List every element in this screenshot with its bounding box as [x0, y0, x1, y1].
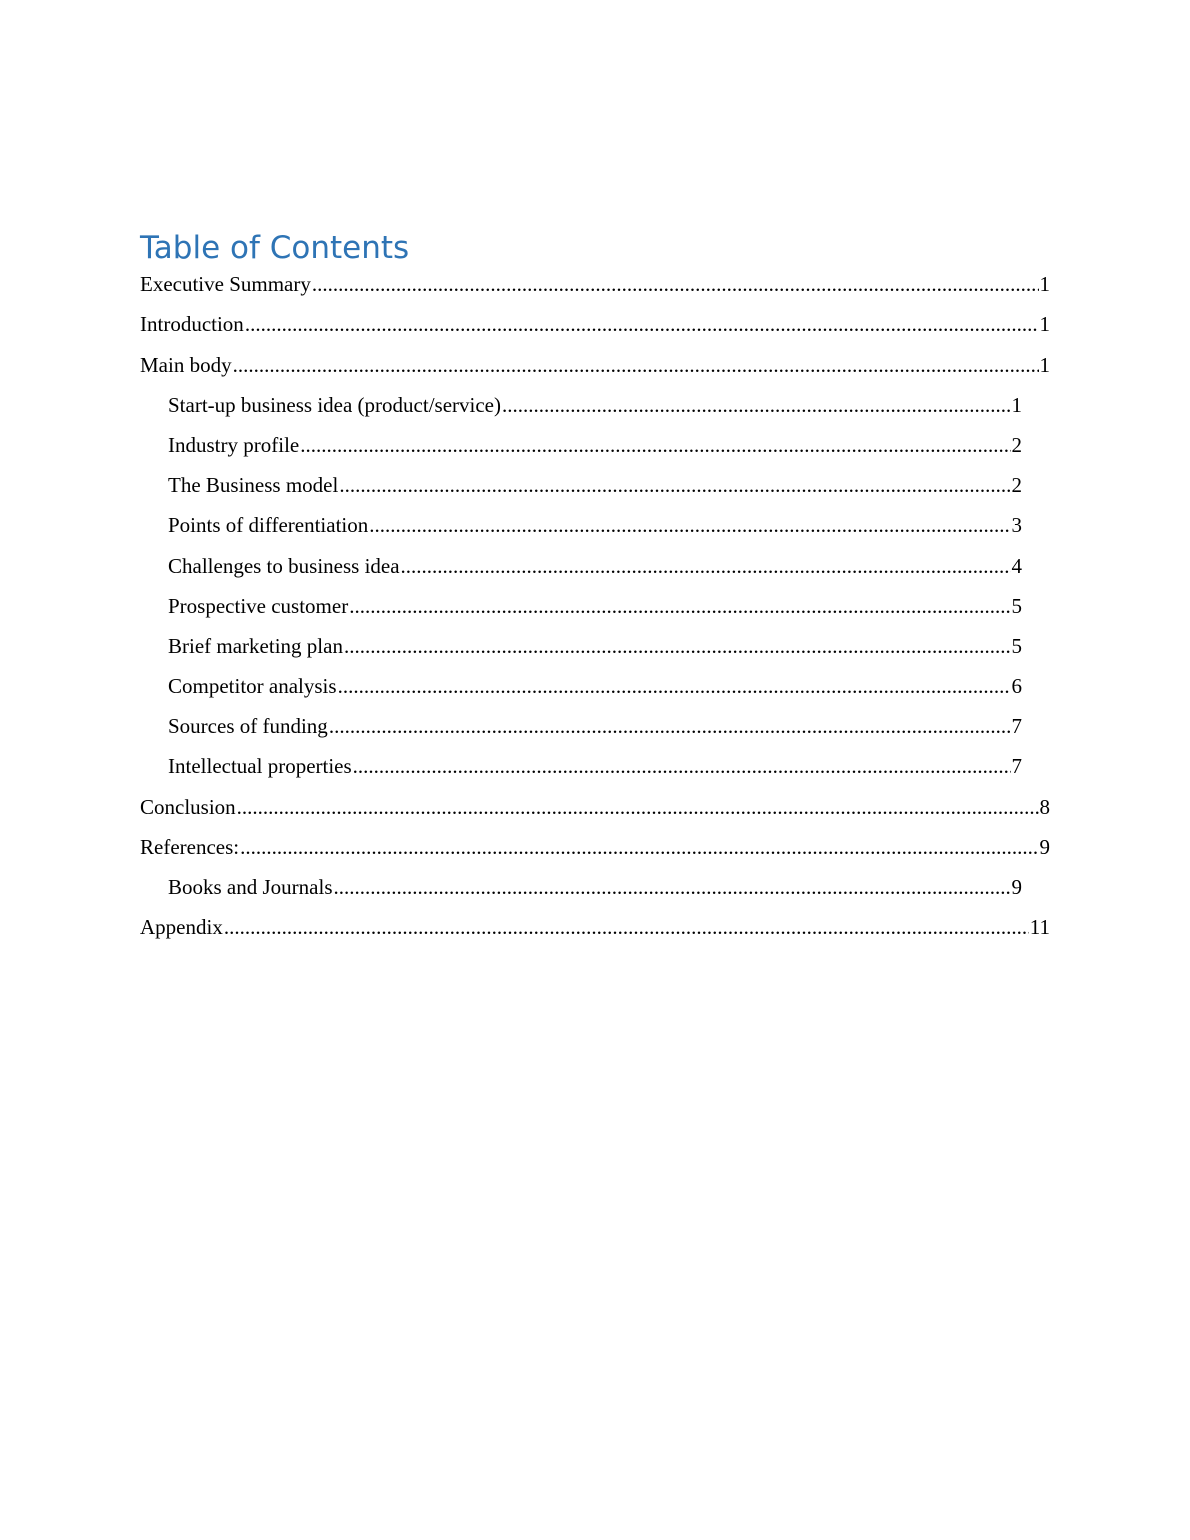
toc-entry-row — [168, 513, 1022, 538]
toc-entry-label: Points of differentiation — [168, 513, 369, 538]
dot-leader — [312, 272, 1039, 297]
toc-entry-row — [168, 634, 1022, 659]
toc-entry-row — [168, 554, 1022, 579]
toc-entry-page-number: 5 — [1011, 593, 1022, 618]
toc-entry-label: Appendix — [140, 915, 223, 940]
toc-entry-page-number: 9 — [1039, 834, 1050, 859]
toc-entry-label: Conclusion — [140, 794, 236, 819]
toc-entry-label: References: — [140, 834, 240, 859]
toc-entry-label: Brief marketing plan — [168, 633, 343, 658]
toc-entry-page-number: 1 — [1039, 312, 1050, 337]
toc-entry-row — [140, 272, 1050, 297]
toc-entry-label: Start-up business idea (product/service) — [168, 392, 501, 417]
toc-entry[interactable] — [140, 505, 1050, 545]
dot-leader — [349, 594, 1010, 619]
toc-entry-row — [168, 473, 1022, 498]
toc-entry-page-number: 11 — [1029, 915, 1050, 940]
dot-leader — [401, 554, 1011, 579]
toc-entry-label: Main body — [140, 352, 232, 377]
toc-entry-page-number: 2 — [1011, 473, 1022, 498]
toc-entry-page-number: 1 — [1011, 392, 1022, 417]
toc-entry[interactable] — [140, 425, 1050, 465]
toc-entry-page-number: 9 — [1011, 875, 1022, 899]
toc-entry[interactable] — [140, 586, 1050, 626]
toc-entry[interactable] — [140, 465, 1050, 505]
dot-leader — [339, 473, 1010, 498]
toc-entry-label: Challenges to business idea — [168, 553, 400, 578]
toc-entry-label: Executive Summary — [140, 272, 311, 297]
toc-title: Table of Contents — [140, 230, 410, 266]
toc-entry-row — [168, 875, 1022, 900]
toc-entry-row — [168, 754, 1022, 779]
dot-leader — [338, 674, 1011, 699]
toc-entry[interactable] — [140, 746, 1050, 786]
toc-entry-page-number: 3 — [1011, 513, 1022, 538]
toc-entry[interactable] — [140, 666, 1050, 706]
dot-leader — [334, 875, 1011, 900]
toc-entry-row — [140, 312, 1050, 337]
toc-entry-page-number: 4 — [1011, 553, 1022, 578]
toc-entry-page-number: 2 — [1011, 432, 1022, 457]
toc-entry-label: The Business model — [168, 473, 339, 498]
dot-leader — [224, 915, 1029, 940]
toc-entry-page-number: 8 — [1039, 794, 1050, 819]
toc-entry-label: Competitor analysis — [168, 674, 337, 699]
toc-list — [140, 264, 1050, 947]
toc-entry[interactable] — [140, 264, 1050, 304]
toc-entry[interactable] — [140, 304, 1050, 344]
toc-entry[interactable] — [140, 545, 1050, 585]
toc-entry-label: Intellectual properties — [168, 754, 352, 779]
toc-entry-page-number: 7 — [1011, 714, 1022, 739]
toc-entry-row — [168, 393, 1022, 418]
toc-entry[interactable] — [140, 706, 1050, 746]
toc-entry[interactable] — [140, 344, 1050, 384]
toc-entry-label: Industry profile — [168, 432, 300, 457]
toc-entry[interactable] — [140, 786, 1050, 826]
toc-entry-row — [140, 795, 1050, 820]
toc-entry-row — [168, 433, 1022, 458]
toc-entry-label: Introduction — [140, 312, 244, 337]
toc-entry-page-number: 7 — [1011, 754, 1022, 779]
toc-entry[interactable] — [140, 907, 1050, 947]
toc-entry-page-number: 1 — [1039, 272, 1050, 297]
toc-entry-label: Books and Journals — [168, 875, 333, 899]
toc-entry-label: Sources of funding — [168, 714, 328, 739]
dot-leader — [245, 312, 1039, 337]
toc-entry-row — [140, 835, 1050, 860]
dot-leader — [353, 754, 1011, 779]
toc-entry-row — [140, 915, 1050, 940]
toc-entry[interactable] — [140, 385, 1050, 425]
toc-entry-label: Prospective customer — [168, 593, 349, 618]
dot-leader — [502, 393, 1011, 418]
toc-entry-row — [168, 714, 1022, 739]
toc-entry[interactable] — [140, 867, 1050, 907]
toc-entry-row — [168, 594, 1022, 619]
toc-entry-page-number: 6 — [1011, 674, 1022, 699]
dot-leader — [369, 513, 1010, 538]
dot-leader — [240, 835, 1038, 860]
dot-leader — [329, 714, 1011, 739]
toc-entry[interactable] — [140, 626, 1050, 666]
toc-entry[interactable] — [140, 827, 1050, 867]
dot-leader — [233, 353, 1039, 378]
toc-entry-row — [140, 353, 1050, 378]
dot-leader — [344, 634, 1011, 659]
toc-entry-page-number: 1 — [1039, 352, 1050, 377]
toc-entry-row — [168, 674, 1022, 699]
dot-leader — [300, 433, 1010, 458]
toc-entry-page-number: 5 — [1011, 633, 1022, 658]
dot-leader — [237, 795, 1039, 820]
